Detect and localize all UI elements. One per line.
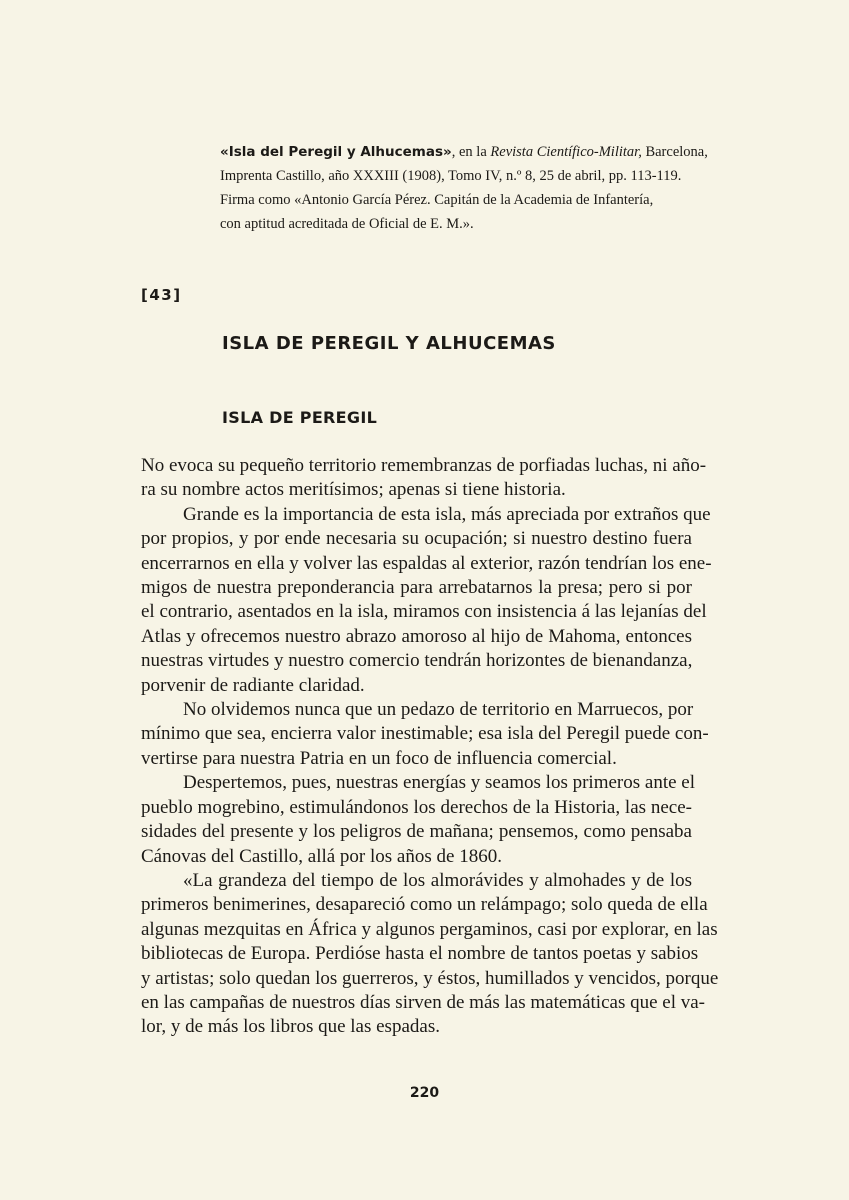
body-line: lor, y de más los libros que las espadas. [141,1016,440,1038]
body-line: encerrarnos en ella y volver las espaldas al exterior, razón tendrían los ene- [141,552,712,574]
body-line: Cánovas del Castillo, allá por los años de 1860. [141,845,502,867]
body-line: algunas mezquitas en África y algunos pergaminos, casi por explorar, en las [141,918,718,940]
body-line: «La grandeza del tiempo de los almorávides y almohades y de los [183,869,692,891]
body-line: por propios, y por ende necesaria su ocupación; si nuestro destino fuera [141,528,692,550]
body-text [141,454,719,1040]
body-line: ra su nombre actos meritísimos; apenas si tiene historia. [141,479,566,501]
body-line: porvenir de radiante claridad. [141,674,365,696]
body-line: nuestras virtudes y nuestro comercio tendrán horizontes de bienandanza, [141,650,693,672]
source-note-line-2: Imprenta Castillo, año XXXIII (1908), Tomo IV, n.º 8, 25 de abril, pp. 113-119. [220,168,682,184]
body-line: primeros benimerines, desapareció como un relámpago; solo queda de ella [141,894,708,916]
body-line: No evoca su pequeño territorio remembranzas de porfiadas luchas, ni año- [141,455,707,476]
source-note-journal: Revista Científico-Militar, [490,144,642,160]
body-line: vertirse para nuestra Patria en un foco de influencia comercial. [141,747,617,769]
source-note-city: Barcelona, [641,144,708,160]
body-line: mínimo que sea, encierra valor inestimable; esa isla del Peregil puede con- [141,723,709,745]
source-note-line-4: con aptitud acreditada de Oficial de E. M.». [220,216,474,232]
source-note-connector: , en la [451,144,491,160]
page-number: 220 [409,1085,440,1101]
body-line: Atlas y ofrecemos nuestro abrazo amoroso al hijo de Mahoma, entonces [141,625,692,647]
source-note-line-1 [220,140,708,164]
body-line: y artistas; solo quedan los guerreros, y éstos, humillados y vencidos, porque [141,967,719,989]
body-line: pueblo mogrebino, estimulándonos los derechos de la Historia, las nece- [141,796,692,818]
section-subtitle: ISLA DE PEREGIL [222,408,378,427]
body-line: migos de nuestra preponderancia para arrebatarnos la presa; pero si por [141,577,692,599]
source-note [220,140,708,236]
body-line: No olvidemos nunca que un pedazo de territorio en Marruecos, por [183,699,694,721]
body-line: sidades del presente y los peligros de mañana; pensemos, como pensaba [141,821,692,843]
section-number: [43] [141,286,182,304]
body-line: en las campañas de nuestros días sirven de más las matemáticas que el va- [141,991,705,1013]
source-note-line-3: Firma como «Antonio García Pérez. Capitán de la Academia de Infantería, [220,192,654,208]
body-line: el contrario, asentados en la isla, miramos con insistencia á las lejanías del [141,601,707,623]
source-note-title: «Isla del Peregil y Alhucemas» [220,144,452,160]
body-line: Despertemos, pues, nuestras energías y seamos los primeros ante el [183,772,695,794]
body-line: Grande es la importancia de esta isla, más apreciada por extraños que [183,503,711,525]
chapter-title: ISLA DE PEREGIL Y ALHUCEMAS [222,333,556,354]
body-line: bibliotecas de Europa. Perdióse hasta el nombre de tantos poetas y sabios [141,943,699,965]
